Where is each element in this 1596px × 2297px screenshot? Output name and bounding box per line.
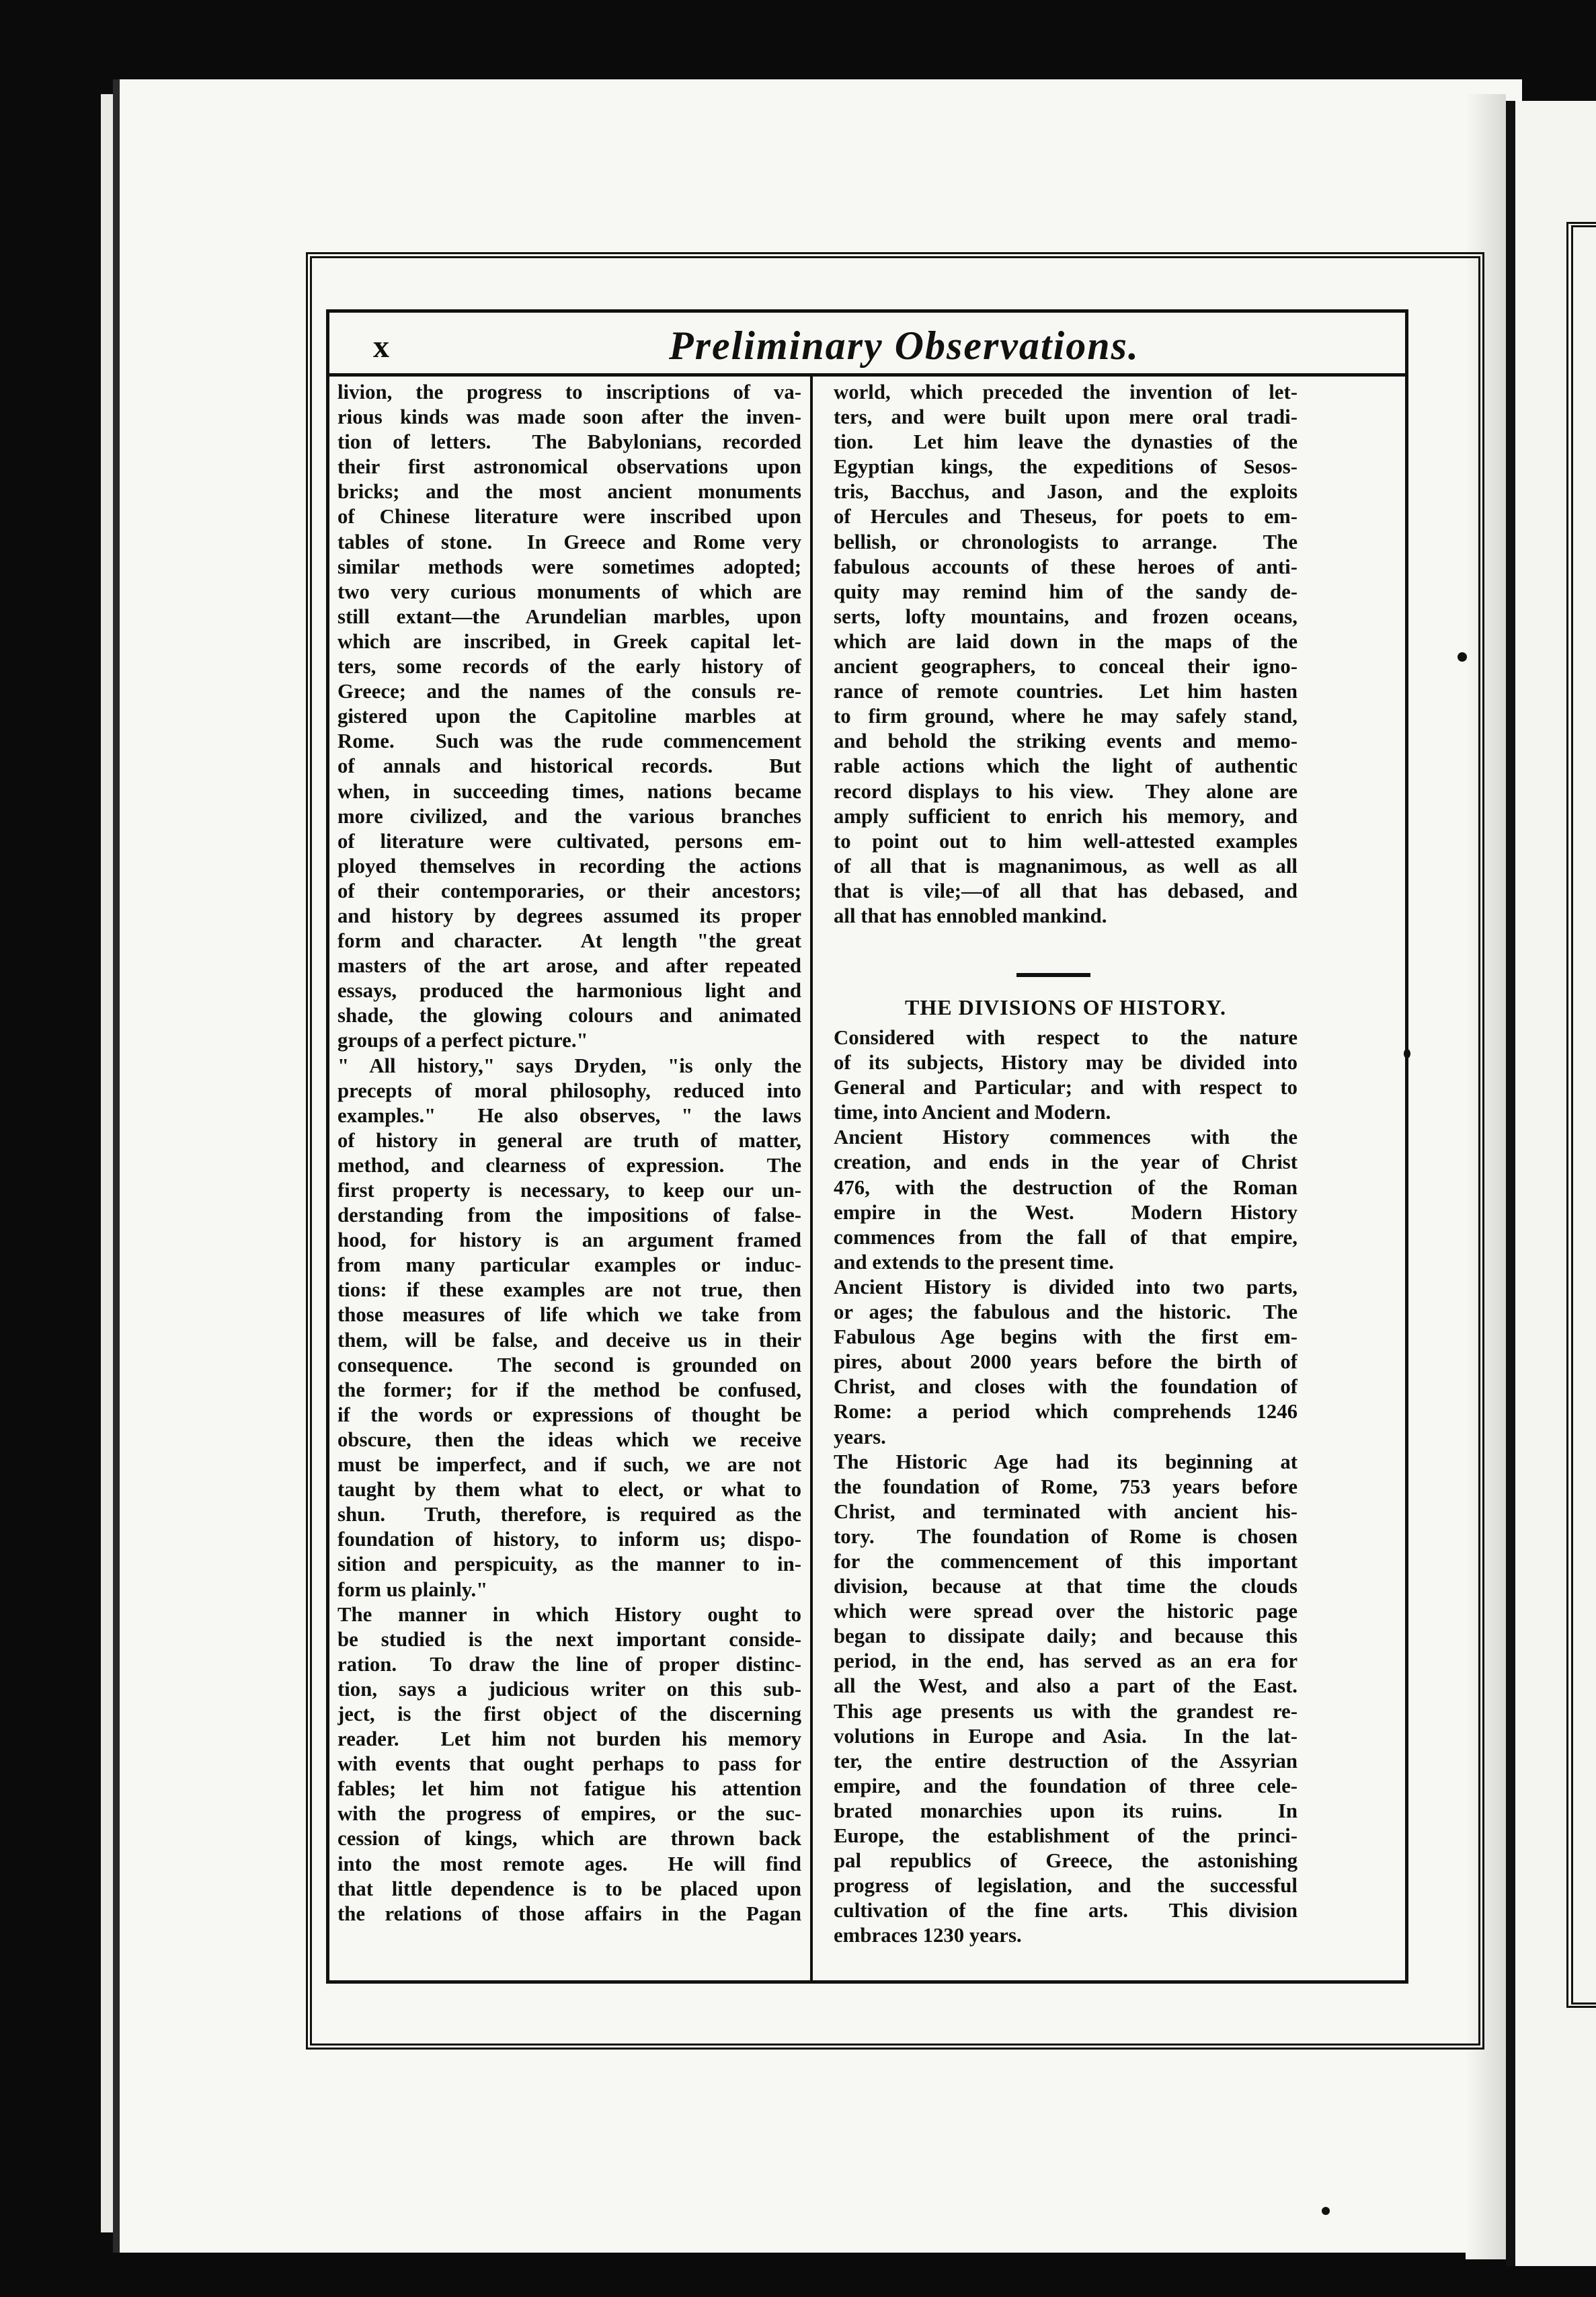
text-line: cultivation of the fine arts. This division — [834, 1899, 1298, 1922]
text-line: The Historic Age had its beginning at — [834, 1450, 1298, 1473]
text-line: ters, some records of the early history of — [337, 655, 801, 678]
text-line: tions: if these examples are not true, then — [337, 1278, 801, 1302]
text-line: of all that is magnanimous, as well as all — [834, 854, 1298, 878]
text-line: foundation of history, to inform us; dispo- — [337, 1528, 801, 1551]
text-line: 476, with the destruction of the Roman — [834, 1175, 1298, 1199]
running-head: Preliminary Observations. — [668, 323, 1140, 368]
text-line: shade, the glowing colours and animated — [337, 1004, 801, 1027]
text-line: all the West, and also a part of the East. — [834, 1674, 1298, 1698]
text-line: tion. Let him leave the dynasties of the — [834, 430, 1298, 454]
text-line: quity may remind him of the sandy de- — [834, 580, 1298, 603]
text-line: the foundation of Rome, 753 years before — [834, 1475, 1298, 1498]
text-line: their first astronomical observations upon — [337, 455, 801, 479]
text-line: of Chinese literature were inscribed upon — [337, 505, 801, 529]
text-line: tion of letters. The Babylonians, recorded — [337, 430, 801, 454]
text-line: the former; for if the method be confused, — [337, 1378, 801, 1401]
text-line: record displays to his view. They alone are — [834, 779, 1298, 803]
text-line: which are inscribed, in Greek capital let- — [337, 629, 801, 653]
text-line: commences from the fall of that empire, — [834, 1225, 1298, 1249]
text-line: ration. To draw the line of proper distinc- — [337, 1652, 801, 1676]
text-line: from many particular examples or induc- — [337, 1253, 801, 1277]
text-line: of Hercules and Theseus, for poets to em- — [834, 505, 1298, 529]
text-line: fables; let him not fatigue his attention — [337, 1777, 801, 1801]
facing-page-frame — [1566, 222, 1596, 2008]
text-line: them, will be false, and deceive us in their — [337, 1328, 801, 1352]
text-line: taught by them what to elect, or what to — [337, 1478, 801, 1502]
text-line: must be imperfect, and if such, we are not — [337, 1453, 801, 1477]
text-line: that is vile;—of all that has debased, and — [834, 879, 1298, 902]
text-line: Rome: a period which comprehends 1246 — [834, 1400, 1298, 1424]
scan-speck — [1404, 1049, 1410, 1058]
right-column-top — [834, 380, 1298, 929]
text-line: The manner in which History ought to — [337, 1602, 801, 1626]
section-heading: THE DIVISIONS OF HISTORY. — [905, 995, 1226, 1019]
text-line: if the words or expressions of thought be — [337, 1403, 801, 1426]
scan-speck — [1322, 2207, 1330, 2215]
text-line: amply sufficient to enrich his memory, and — [834, 804, 1298, 828]
text-line: volutions in Europe and Asia. In the lat- — [834, 1724, 1298, 1748]
text-line: began to dissipate daily; and because this — [834, 1625, 1298, 1648]
text-line: form and character. At length "the great — [337, 929, 801, 953]
text-line: Fabulous Age begins with the first em- — [834, 1325, 1298, 1349]
text-line: precepts of moral philosophy, reduced into — [337, 1079, 801, 1102]
text-line: method, and clearness of expression. The — [337, 1153, 801, 1177]
text-line: and behold the striking events and memo- — [834, 730, 1298, 753]
text-line: Ancient History is divided into two parts, — [834, 1275, 1298, 1298]
text-line: shun. Truth, therefore, is required as the — [337, 1503, 801, 1526]
text-line: ject, is the first object of the discerning — [337, 1702, 801, 1725]
text-line: reader. Let him not burden his memory — [337, 1727, 801, 1751]
text-line: which were spread over the historic page — [834, 1600, 1298, 1623]
header-rule — [326, 373, 1408, 377]
text-line: examples." He also observes, " the laws — [337, 1103, 801, 1127]
text-line: masters of the art arose, and after repeated — [337, 954, 801, 978]
text-line: the relations of those affairs in the Pagan — [337, 1902, 801, 1925]
text-line: division, because at that time the clouds — [834, 1575, 1298, 1598]
text-line: years. — [834, 1425, 886, 1448]
text-line: ployed themselves in recording the actions — [337, 854, 801, 878]
text-line: rance of remote countries. Let him hasten — [834, 680, 1298, 703]
text-line: of annals and historical records. But — [337, 754, 801, 778]
text-line: of history in general are truth of matter, — [337, 1128, 801, 1152]
column-divider — [810, 377, 813, 1984]
text-line: still extant—the Arundelian marbles, upon — [337, 605, 801, 628]
text-line: with events that ought perhaps to pass for — [337, 1752, 801, 1776]
text-line: bellish, or chronologists to arrange. The — [834, 530, 1298, 553]
text-line: Europe, the establishment of the princi- — [834, 1824, 1298, 1847]
text-line: This age presents us with the grandest re- — [834, 1699, 1298, 1723]
text-line: gistered upon the Capitoline marbles at — [337, 705, 801, 728]
text-line: that little dependence is to be placed upon — [337, 1877, 801, 1900]
text-line: when, in succeeding times, nations became — [337, 779, 801, 803]
text-line: rable actions which the light of authentic — [834, 754, 1298, 778]
text-line: tion, says a judicious writer on this sub- — [337, 1677, 801, 1701]
text-line: all that has ennobled mankind. — [834, 904, 1107, 927]
text-line: world, which preceded the invention of let- — [834, 381, 1298, 403]
text-line: which are laid down in the maps of the — [834, 629, 1298, 653]
text-line: with the progress of empires, or the suc- — [337, 1802, 801, 1826]
text-line: empire, and the foundation of three cele- — [834, 1774, 1298, 1797]
text-line: obscure, then the ideas which we receive — [337, 1428, 801, 1451]
text-line: to point out to him well-attested examples — [834, 829, 1298, 853]
text-line: consequence. The second is grounded on — [337, 1353, 801, 1376]
text-line: pires, about 2000 years before the birth of — [834, 1350, 1298, 1374]
text-line: progress of legislation, and the successful — [834, 1874, 1298, 1898]
text-line: tory. The foundation of Rome is chosen — [834, 1524, 1298, 1548]
text-line: time, into Ancient and Modern. — [834, 1101, 1111, 1124]
text-line: and extends to the present time. — [834, 1250, 1114, 1274]
text-line: Greece; and the names of the consuls re- — [337, 680, 801, 703]
text-line: similar methods were sometimes adopted; — [337, 555, 801, 578]
text-line: brated monarchies upon its ruins. In — [834, 1799, 1298, 1822]
text-line: livion, the progress to inscriptions of va- — [337, 381, 801, 403]
text-line: derstanding from the impositions of false- — [337, 1204, 801, 1227]
text-line: creation, and ends in the year of Christ — [834, 1151, 1298, 1174]
section-rule — [1016, 973, 1090, 977]
text-line: form us plainly." — [337, 1578, 488, 1601]
text-line: sition and perspicuity, as the manner to in- — [337, 1553, 801, 1576]
text-line: ancient geographers, to conceal their igno- — [834, 655, 1298, 678]
text-line: " All history," says Dryden, "is only the — [337, 1054, 801, 1077]
text-line: into the most remote ages. He will find — [337, 1852, 801, 1875]
text-line: pal republics of Greece, the astonishing — [834, 1849, 1298, 1873]
text-line: of its subjects, History may be divided into — [834, 1051, 1298, 1075]
text-line: tables of stone. In Greece and Rome very — [337, 530, 801, 553]
page-number: x — [373, 329, 389, 364]
text-line: embraces 1230 years. — [834, 1924, 1022, 1947]
text-line: Considered with respect to the nature — [834, 1026, 1298, 1049]
text-line: two very curious monuments of which are — [337, 580, 801, 603]
text-line: Christ, and closes with the foundation of — [834, 1375, 1298, 1399]
text-line: for the commencement of this important — [834, 1549, 1298, 1573]
text-line: rious kinds was made soon after the inven- — [337, 405, 801, 429]
text-line: and history by degrees assumed its proper — [337, 904, 801, 927]
text-line: ter, the entire destruction of the Assyrian — [834, 1749, 1298, 1773]
text-line: of their contemporaries, or their ancestors; — [337, 879, 801, 902]
text-line: first property is necessary, to keep our un- — [337, 1179, 801, 1202]
text-line: fabulous accounts of these heroes of anti- — [834, 555, 1298, 578]
left-column — [337, 380, 801, 1926]
text-line: Egyptian kings, the expeditions of Sesos- — [834, 455, 1298, 479]
text-line: tris, Bacchus, and Jason, and the exploits — [834, 480, 1298, 504]
text-line: to firm ground, where he may safely stand, — [834, 705, 1298, 728]
text-line: Rome. Such was the rude commencement — [337, 730, 801, 753]
text-line: cession of kings, which are thrown back — [337, 1827, 801, 1851]
text-line: of literature were cultivated, persons em- — [337, 829, 801, 853]
text-line: hood, for history is an argument framed — [337, 1229, 801, 1252]
text-line: empire in the West. Modern History — [834, 1200, 1298, 1224]
right-column-bottom — [834, 1025, 1298, 1948]
text-line: be studied is the next important conside- — [337, 1627, 801, 1651]
text-line: ters, and were built upon mere oral tradi- — [834, 405, 1298, 429]
text-line: those measures of life which we take from — [337, 1303, 801, 1327]
text-line: or ages; the fabulous and the historic. The — [834, 1300, 1298, 1324]
text-line: period, in the end, has served as an era for — [834, 1649, 1298, 1673]
text-line: General and Particular; and with respect to — [834, 1076, 1298, 1099]
scan-speck — [1458, 652, 1467, 662]
text-line: bricks; and the most ancient monuments — [337, 480, 801, 504]
text-line: serts, lofty mountains, and frozen oceans, — [834, 605, 1298, 628]
text-line: essays, produced the harmonious light and — [337, 979, 801, 1003]
page-header — [373, 323, 1375, 370]
text-line: Ancient History commences with the — [834, 1126, 1298, 1149]
text-line: Christ, and terminated with ancient his- — [834, 1500, 1298, 1523]
text-line: groups of a perfect picture." — [337, 1029, 588, 1052]
text-line: more civilized, and the various branches — [337, 804, 801, 828]
